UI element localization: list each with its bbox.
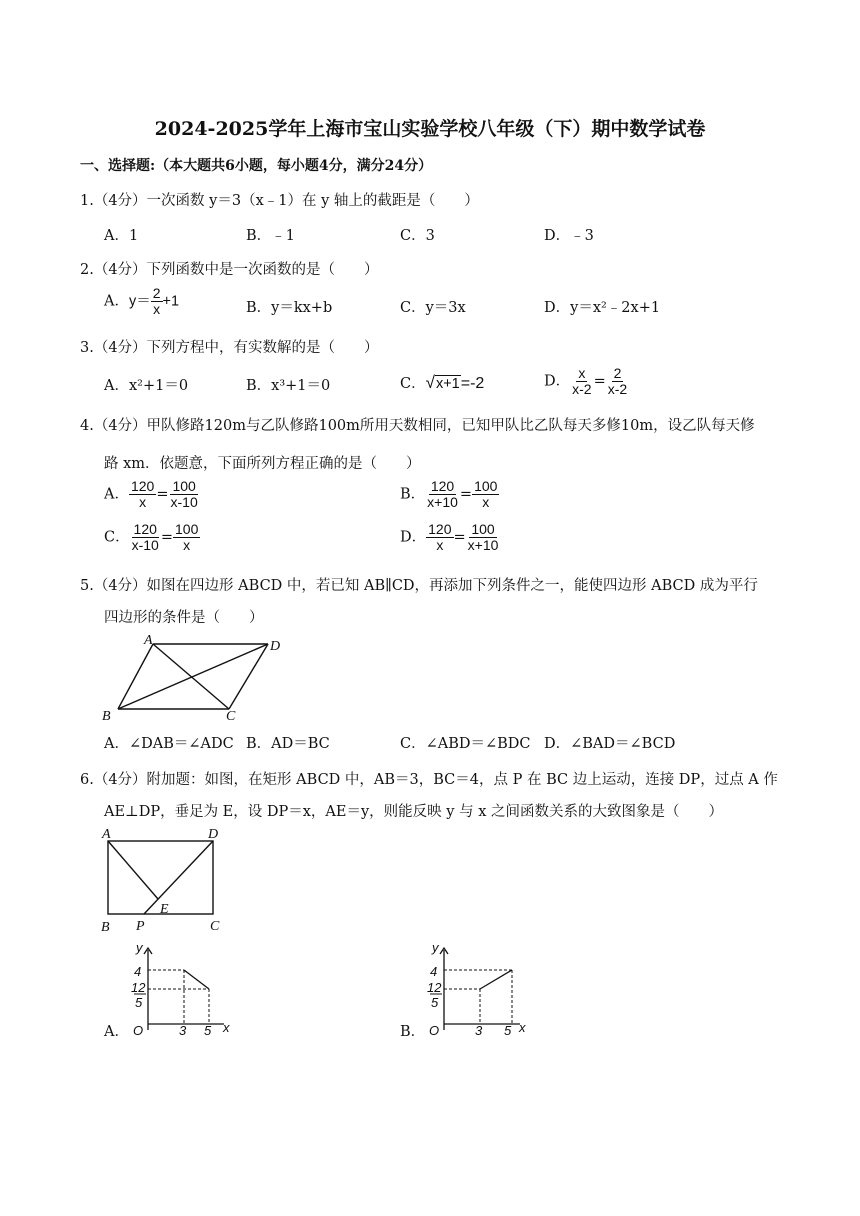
segment-ae xyxy=(108,841,158,899)
q1-option-b[interactable]: B．﹣1 xyxy=(246,228,295,244)
q2-option-a-tail: +1 xyxy=(162,293,180,310)
question-5-line-2: 四边形的条件是（ ） xyxy=(104,610,264,626)
q1-option-c[interactable]: C．3 xyxy=(400,228,435,244)
q1-option-a[interactable]: A．1 xyxy=(104,228,139,244)
graph-b-tick-x3: 3 xyxy=(475,1023,483,1036)
vertex-c-label: C xyxy=(226,709,236,724)
q6-graph-b xyxy=(420,944,530,1036)
graph-b-tick-x5: 5 xyxy=(504,1023,512,1036)
q2-option-b[interactable]: B．y＝kx+b xyxy=(246,300,333,316)
side-cd xyxy=(229,644,268,709)
side-ab xyxy=(118,644,153,709)
q3-option-a[interactable]: A．x²+1＝0 xyxy=(104,378,189,394)
graph-a-y-label: y xyxy=(136,944,143,955)
rect-vertex-c-label: C xyxy=(210,919,220,934)
graph-a-tick-x3: 3 xyxy=(179,1023,187,1036)
q3-option-c-label: C． xyxy=(400,376,426,392)
rectangle-figure xyxy=(98,824,228,936)
point-e-label: E xyxy=(160,902,169,917)
page-title: 2024-2025学年上海市宝山实验学校八年级（下）期中数学试卷 xyxy=(154,118,706,140)
q4-option-c[interactable]: C． $\frac{120}{x-10}$ = $\frac{100}{x}$ xyxy=(104,521,199,553)
graph-a-curve xyxy=(184,970,209,989)
q5-option-b[interactable]: B．AD＝BC xyxy=(246,736,330,752)
section-heading: 一、选择题:（本大题共6小题，每小题4分，满分24分） xyxy=(80,158,433,174)
q5-option-a[interactable]: A．∠DAB＝∠ADC xyxy=(104,736,234,752)
question-6-line-2: AE⊥DP，垂足为 E，设 DP＝x，AE＝y，则能反映 y 与 x 之间函数关系的大致图象是（ ） xyxy=(104,804,723,820)
q5-option-d[interactable]: D．∠BAD＝∠BCD xyxy=(544,736,676,752)
question-3-stem: 3.（4分）下列方程中，有实数解的是（ ） xyxy=(80,340,379,356)
graph-a-tick-4: 4 xyxy=(134,964,142,979)
graph-a-tick-12: 12 xyxy=(131,980,146,995)
q3-option-d[interactable]: D． $\frac{x}{x-2}$ = $\frac{2}{x-2}$ xyxy=(544,365,628,397)
question-6-line-1: 6.（4分）附加题：如图，在矩形 ABCD 中，AB＝3，BC＝4，点 P 在 BC 边上运动，连接 DP，过点 A 作 xyxy=(80,772,778,788)
question-4-line-2: 路 xm．依题意，下面所列方程正确的是（ ） xyxy=(104,456,421,472)
q5-option-c[interactable]: C．∠ABD＝∠BDC xyxy=(400,736,531,752)
graph-a-tick-5: 5 xyxy=(135,995,143,1010)
q2-option-a-fraction: $\frac{2}{x}$ xyxy=(152,285,161,317)
segment-dp xyxy=(144,841,213,914)
q3-option-b[interactable]: B．x³+1＝0 xyxy=(246,378,331,394)
q2-option-a-label: A． xyxy=(104,293,129,310)
graph-b-curve xyxy=(480,970,512,989)
rect-vertex-b-label: B xyxy=(101,920,110,935)
parallelogram-figure xyxy=(98,632,293,724)
point-p-label: P xyxy=(136,919,145,934)
graph-a-tick-x5: 5 xyxy=(204,1023,212,1036)
rect-vertex-a-label: A xyxy=(102,827,111,842)
q3-option-d-label: D． xyxy=(544,373,571,390)
q1-option-d[interactable]: D．﹣3 xyxy=(544,228,594,244)
q4-option-d[interactable]: D． $\frac{120}{x}$ = $\frac{100}{x+10}$ xyxy=(400,521,499,553)
graph-a-x-label: x xyxy=(223,1020,230,1035)
graph-b-tick-4: 4 xyxy=(430,964,438,979)
graph-b-origin: O xyxy=(429,1023,440,1036)
graph-b-tick-5: 5 xyxy=(431,995,439,1010)
graph-b-y-label: y xyxy=(432,944,439,955)
q6-graph-a xyxy=(124,944,234,1036)
q3-option-c-rhs: =-2 xyxy=(460,375,485,392)
diagonal-ac xyxy=(153,644,229,709)
q6-option-a[interactable]: A． xyxy=(104,1024,129,1040)
graph-b-tick-12: 12 xyxy=(427,980,442,995)
q4-option-a[interactable]: A． $\frac{120}{x}$ = $\frac{100}{x-10}$ xyxy=(104,478,198,510)
q2-option-c[interactable]: C．y＝3x xyxy=(400,300,466,316)
question-4-line-1: 4.（4分）甲队修路120m与乙队修路100m所用天数相同，已知甲队比乙队每天多修10m，设乙队每天修 xyxy=(80,418,755,434)
q4-option-b[interactable]: B． $\frac{120}{x+10}$ = $\frac{100}{x}$ xyxy=(400,478,498,510)
diagonal-bd xyxy=(118,644,268,709)
graph-b-x-label: x xyxy=(519,1020,526,1035)
rect-vertex-d-label: D xyxy=(208,827,219,842)
q3-option-c-radicand: x+1 xyxy=(435,376,460,392)
question-5-line-1: 5.（4分）如图在四边形 ABCD 中，若已知 AB∥CD，再添加下列条件之一，能使四边形 ABCD 成为平行 xyxy=(80,578,758,594)
vertex-a-label: A xyxy=(144,633,153,648)
q6-option-b[interactable]: B． xyxy=(400,1024,426,1040)
q2-option-a-lhs: y＝ xyxy=(128,293,151,310)
question-2-stem: 2.（4分）下列函数中是一次函数的是（ ） xyxy=(80,262,379,278)
q2-option-a[interactable] xyxy=(104,286,179,317)
q3-option-c[interactable]: C．√x+1=-2 xyxy=(400,373,485,392)
question-1-stem: 1.（4分）一次函数 y＝3（x﹣1）在 y 轴上的截距是（ ） xyxy=(80,193,479,209)
vertex-b-label: B xyxy=(102,709,111,724)
q2-option-d[interactable]: D．y＝x²﹣2x+1 xyxy=(544,300,661,316)
graph-a-origin: O xyxy=(133,1023,144,1036)
vertex-d-label: D xyxy=(270,639,281,654)
